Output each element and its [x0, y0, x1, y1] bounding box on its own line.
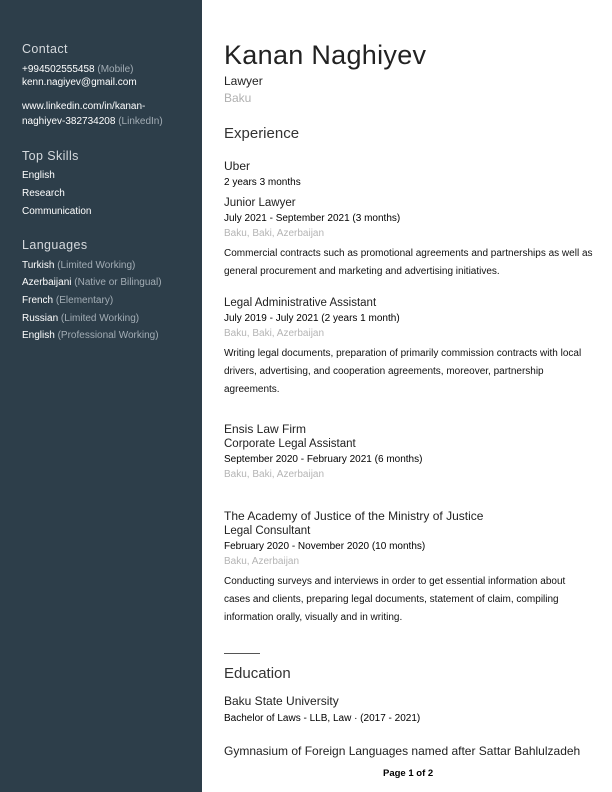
- language-name: Azerbaijani: [22, 277, 72, 288]
- experience-heading: Experience: [224, 125, 300, 142]
- skill-item: Research: [22, 188, 65, 199]
- role-location: Baku, Azerbaijan: [224, 556, 300, 567]
- role-dates: July 2021 - September 2021 (3 months): [224, 213, 401, 224]
- role-location: Baku, Baki, Azerbaijan: [224, 328, 325, 339]
- linkedin-url-line1[interactable]: www.linkedin.com/in/kanan-: [22, 101, 146, 112]
- company-name: The Academy of Justice of the Ministry of Justice: [224, 509, 484, 523]
- section-divider: [224, 653, 260, 654]
- school-name: Baku State University: [224, 694, 339, 708]
- linkedin-url-text[interactable]: naghiyev-382734208: [22, 116, 116, 127]
- role-location: Baku, Baki, Azerbaijan: [224, 228, 325, 239]
- company-duration: 2 years 3 months: [224, 177, 301, 188]
- language-item: [22, 330, 159, 342]
- language-name: English: [22, 330, 55, 341]
- language-item: [22, 260, 135, 272]
- company-name: Ensis Law Firm: [224, 422, 307, 436]
- skill-item: Communication: [22, 206, 92, 217]
- skill-item: English: [22, 170, 55, 181]
- role-description: Commercial contracts such as promotional agreements and partnerships as well as general procurement and marketing and advertising initiatives.: [224, 248, 593, 277]
- sidebar: [0, 0, 202, 792]
- role-description: Conducting surveys and interviews in order to get essential information about cases and clients, preparing legal documents, statement of claim, compiling information orally, visually and in writing.: [224, 576, 566, 623]
- contact-heading: Contact: [22, 42, 68, 56]
- education-heading: Education: [224, 665, 291, 682]
- page-number: Page 1 of 2: [383, 768, 434, 779]
- contact-email[interactable]: kenn.nagiyev@gmail.com: [22, 77, 137, 88]
- role-title: Corporate Legal Assistant: [224, 438, 356, 450]
- role-location: Baku, Baki, Azerbaijan: [224, 469, 325, 480]
- profile-location: Baku: [224, 91, 252, 105]
- phone-label: (Mobile): [97, 64, 134, 75]
- language-level: (Native or Bilingual): [74, 277, 162, 288]
- language-name: Russian: [22, 313, 59, 324]
- language-level: (Professional Working): [57, 330, 159, 341]
- contact-phone: [22, 64, 133, 76]
- role-title: Legal Consultant: [224, 525, 311, 537]
- degree-info: Bachelor of Laws - LLB, Law · (2017 - 2021): [224, 713, 421, 724]
- role-dates: July 2019 - July 2021 (2 years 1 month): [224, 313, 400, 324]
- language-level: (Elementary): [55, 295, 114, 306]
- school-name: Gymnasium of Foreign Languages named after Sattar Bahlulzadeh: [224, 744, 581, 758]
- phone-number[interactable]: +994502555458: [22, 64, 95, 75]
- language-level: (Limited Working): [57, 260, 136, 271]
- language-item: [22, 295, 113, 307]
- profile-name: Kanan Naghiyev: [224, 40, 427, 70]
- language-name: Turkish: [22, 260, 55, 271]
- linkedin-url-line2[interactable]: [22, 116, 163, 128]
- role-title: Legal Administrative Assistant: [224, 297, 377, 309]
- company-name: Uber: [224, 159, 251, 173]
- language-name: French: [22, 295, 54, 306]
- top-skills-heading: Top Skills: [22, 149, 79, 163]
- role-description: Writing legal documents, preparation of primarily commission contracts with local drivers, advertising, and cooperation agreements, moreover, partnership agreements.: [224, 348, 582, 395]
- linkedin-label: (LinkedIn): [118, 116, 163, 127]
- language-level: (Limited Working): [60, 313, 140, 324]
- profile-headline: Lawyer: [224, 74, 263, 88]
- role-dates: September 2020 - February 2021 (6 months): [224, 454, 423, 465]
- language-item: [22, 313, 139, 325]
- language-item: [22, 277, 162, 289]
- role-dates: February 2020 - November 2020 (10 months): [224, 541, 426, 552]
- languages-heading: Languages: [22, 238, 88, 252]
- role-title: Junior Lawyer: [224, 197, 296, 209]
